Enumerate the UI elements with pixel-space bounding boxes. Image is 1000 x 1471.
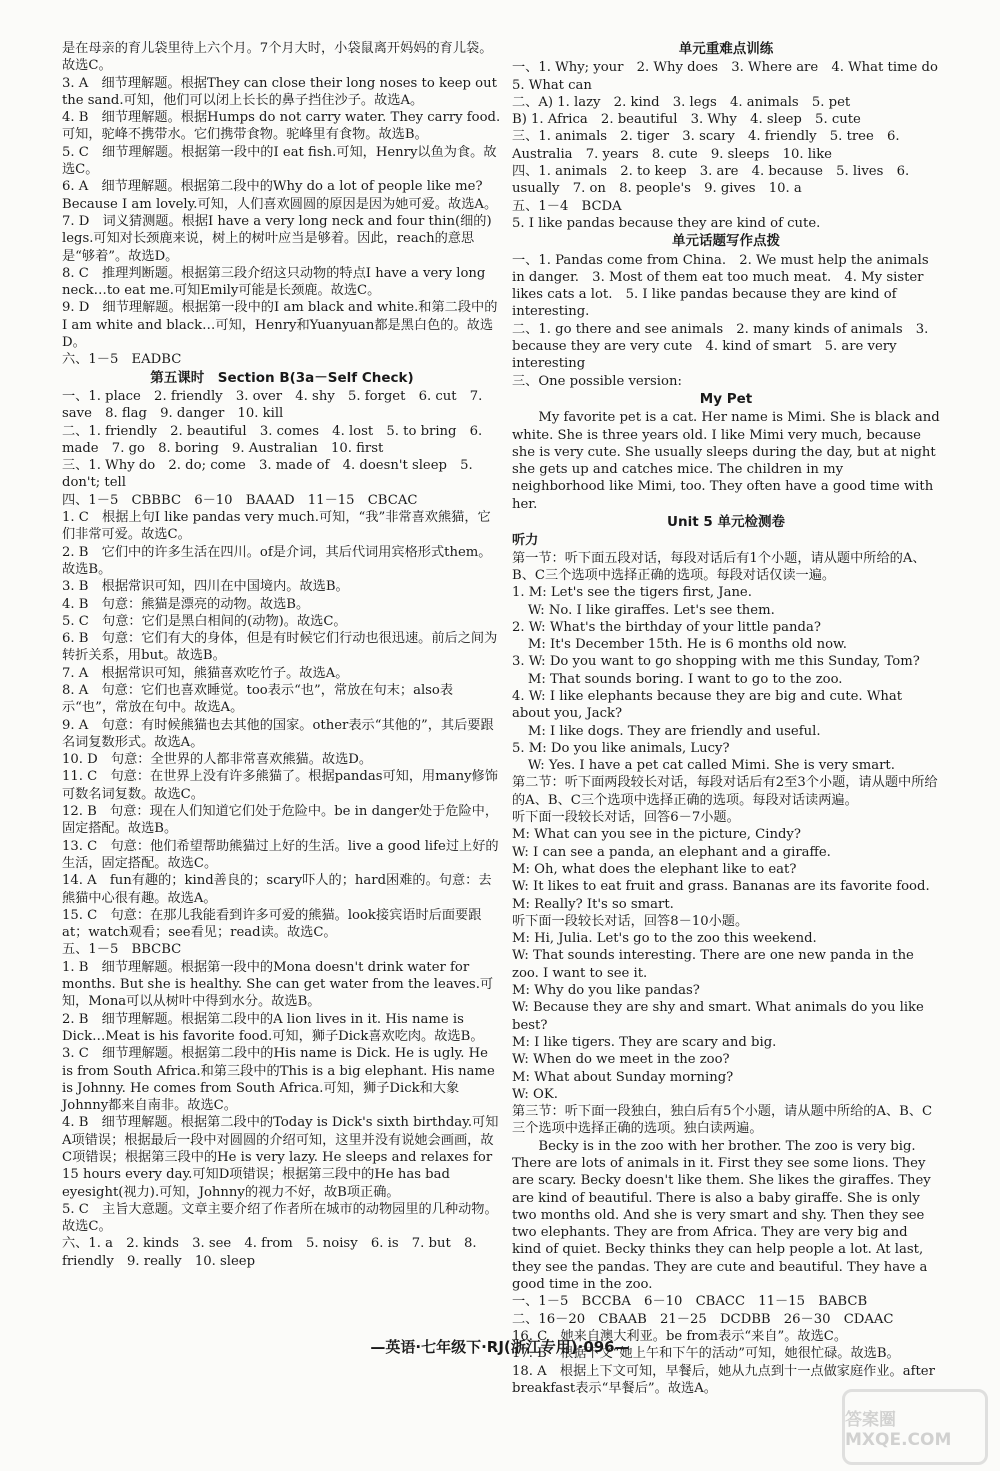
text-line: 6. A 细节理解题。根据第二段中的Why do a lot of people like me? Because I am lovely.可知，人们喜欢圆圆的原因是因为她可爱。故选A。 <box>62 179 498 212</box>
text-line: 一、1. Pandas come from China. 2. We must help the animals in danger. 3. Most of them eat too much meat. 4. My sister likes cats a lot. 5. I like pandas because they are kind of interesting. <box>512 252 929 320</box>
text-line: W: Because they are shy and smart. What animals do you like best? <box>512 1000 924 1033</box>
text-line: 12. B 句意：现在人们知道它们处于危险中。be in danger处于危险中，固定搭配。故选B。 <box>62 804 499 837</box>
text-line: 5. M: Do you like animals, Lucy? <box>512 740 730 756</box>
left-column <box>62 40 502 1270</box>
section-heading: 单元话题写作点拨 <box>672 233 780 250</box>
text-line: 15. C 句意：在那儿我能看到许多可爱的熊猫。look接宾语时后面要跟at；watch观看；see看见；read读。故选C。 <box>62 907 482 941</box>
text-line: 9. A 句意：有时候熊猫也去其他的国家。other表示“其他的”，其后要跟名词复数形式。故选A。 <box>62 717 494 750</box>
text-line: 六、1. a 2. kinds 3. see 4. from 5. noisy 6. is 7. but 8. friendly 9. really 10. sleep <box>62 1236 477 1269</box>
watermark-logo: 答案圈 MXQE.COM <box>842 1389 988 1465</box>
text-line: W: OK. <box>512 1086 558 1102</box>
text-line: 二、A) 1. lazy 2. kind 3. legs 4. animals 5. pet <box>512 94 851 110</box>
text-line: W: That sounds interesting. There are one new panda in the zoo. I want to see it. <box>512 948 914 981</box>
text-line: 2. B 它们中的许多生活在四川。of是介词，其后代词用宾格形式them。故选B。 <box>62 544 492 577</box>
text-line: M: It's December 15th. He is 6 months old now. <box>527 637 847 653</box>
text-line: 4. W: I like elephants because they are big and cute. What about you, Jack? <box>512 688 903 722</box>
text-line: 6. B 句意：它们有大的身体，但是有时候它们行动也很迅速。前后之间为转折关系，用but。故选B。 <box>62 631 498 664</box>
text-line: 3. B 根据常识可知，四川在中国境内。故选B。 <box>62 579 349 595</box>
text-line: M: Hi, Julia. Let's go to the zoo this weekend. <box>512 931 817 947</box>
text-line: 18. A 根据上下文可知，早餐后，她从九点到十一点做家庭作业。after breakfast表示“早餐后”。故选A。 <box>512 1363 935 1396</box>
text-line: 13. C 句意：他们希望帮助熊猫过上好的生活。live a good life过上好的生活，固定搭配。故选C。 <box>62 838 499 871</box>
text-line: 8. C 推理判断题。根据第三段介绍这只动物的特点I have a very long neck…to eat me.可知Emily可能是长颈鹿。故选C。 <box>62 265 486 299</box>
text-line: 五、1－5 BBCBC <box>62 942 182 958</box>
text-line: 三、1. Why do 2. do; come 3. made of 4. doesn't sleep 5. don't; tell <box>62 458 473 491</box>
text-line: M: I like tigers. They are scary and big. <box>512 1034 777 1050</box>
text-line: 三、One possible version: <box>512 373 682 389</box>
text-line: 听下面一段较长对话，回答6－7小题。 <box>512 810 740 826</box>
text-line: 4. B 句意：熊猫是漂亮的动物。故选B。 <box>62 596 310 612</box>
text-line: 1. B 细节理解题。根据第一段中的Mona doesn't drink water for months. But she is healthy. She can get water from the leaves.可知，Mona可以从树叶中得到水分。故选B。 <box>62 959 494 1010</box>
text-line: 14. A fun有趣的；kind善良的；scary吓人的；hard困难的。句意：去熊猫中心很有趣。故选A。 <box>62 873 492 906</box>
text-line: 第二节：听下面两段较长对话，每段对话后有2至3个小题，请从题中所给的A、B、C三个选项中选择正确的选项。每段对话读两遍。 <box>512 775 938 808</box>
text-line: 一、1－5 BCCBA 6－10 CBACC 11－15 BABCB <box>512 1294 868 1310</box>
text-line: 7. A 根据常识可知，熊猫喜欢吃竹子。故选A。 <box>62 665 349 681</box>
text-line: 是在母亲的育儿袋里待上六个月。7个月大时，小袋鼠离开妈妈的育儿袋。故选C。 <box>62 41 493 74</box>
text-line: M: What can you see in the picture, Cindy? <box>512 827 801 843</box>
text-line: 3. W: Do you want to go shopping with me this Sunday, Tom? <box>512 654 920 670</box>
text-line: W: It likes to eat fruit and grass. Bananas are its favorite food. <box>512 879 930 895</box>
section-heading: My Pet <box>699 390 753 407</box>
text-line: W: Yes. I have a pet cat called Mimi. She is very smart. <box>527 758 895 774</box>
text-line: My favorite pet is a cat. Her name is Mimi. She is black and white. She is three years old. I like Mimi very much, because she is very cute. She usually sleeps during the day, but at night she gets up and catches mice. The children in my neighborhood like Mimi, too. They often have a good time with her. <box>512 410 940 512</box>
text-line: 7. D 词义猜测题。根据I have a very long neck and four thin(细的) legs.可知对长颈鹿来说，树上的树叶应当是够着。因此，reach的意思是“够着”。故选D。 <box>62 213 492 264</box>
text-line: 四、1. animals 2. to keep 3. are 4. because 5. lives 6. usually 7. on 8. people's 9. gives 10. a <box>512 164 910 197</box>
section-heading: 单元重难点训练 <box>678 41 774 57</box>
text-line: 第一节：听下面五段对话，每段对话后有1个小题，请从题中所给的A、B、C三个选项中选择正确的选项。每段对话仅读一遍。 <box>512 550 926 583</box>
page-footer: —英语·七年级下·RJ(浙江专用)·096— <box>370 1338 630 1356</box>
text-line: 10. D 句意：全世界的人都非常喜欢熊猫。故选D。 <box>62 752 373 768</box>
text-line: 五、1－4 BCDA <box>512 198 622 214</box>
text-line: 11. C 句意：在世界上没有许多熊猫了。根据pandas可知，用many修饰可数名词复数。故选C。 <box>62 769 498 802</box>
text-line: 3. C 细节理解题。根据第二段中的His name is Dick. He is ugly. He is from South Africa.和第三段中的This is a big elephant. His name is Johnny. He comes from South Africa.可知，狮子Dick和大象Johnny都来自南非。故选C。 <box>62 1046 495 1114</box>
text-line: W: When do we meet in the zoo? <box>512 1052 730 1068</box>
text-line: 二、1. go there and see animals 2. many kinds of animals 3. because they are very cute 4. kind of smart 5. are very interesting <box>512 321 929 372</box>
text-line: 三、1. animals 2. tiger 3. scary 4. friendly 5. tree 6. Australia 7. years 8. cute 9. sleeps 10. like <box>512 129 900 162</box>
text-line: 17. B 根据下文“她上午和下午的活动”可知，她很忙碌。故选B。 <box>512 1346 900 1362</box>
text-line: 听力 <box>512 533 539 549</box>
text-line: 1. M: Let's see the tigers first, Jane. <box>512 585 752 601</box>
text-line: 8. A 句意：它们也喜欢睡觉。too表示“也”，常放在句末；also表示“也”，常放在句中。故选A。 <box>62 682 454 716</box>
text-line: 二、16－20 CBAAB 21－25 DCDBB 26－30 CDAAC <box>512 1311 894 1327</box>
text-line: 1. C 根据上句I like pandas very much.可知，“我”非常喜欢熊猫，它们非常可爱。故选C。 <box>62 510 491 543</box>
text-line: 2. B 细节理解题。根据第二段中的A lion lives in it. His name is Dick…Meat is his favorite food.可知，狮子Dick喜欢吃肉。故选B。 <box>62 1011 484 1044</box>
text-line: B) 1. Africa 2. beautiful 3. Why 4. sleep 5. cute <box>512 112 861 128</box>
text-line: 3. A 细节理解题。根据They can close their long noses to keep out the sand.可知，他们可以闭上长长的鼻子挡住沙子。故选A。 <box>62 75 497 108</box>
text-line: M: Why do you like pandas? <box>512 983 700 999</box>
text-line: 一、1. place 2. friendly 3. over 4. shy 5. forget 6. cut 7. save 8. flag 9. danger 10. kill <box>62 388 483 422</box>
text-line: 5. I like pandas because they are kind of cute. <box>512 215 821 231</box>
text-line: 一、1. Why; your 2. Why does 3. Where are 4. What time do 5. What can <box>512 60 952 93</box>
text-line: 听下面一段较长对话，回答8－10小题。 <box>512 913 749 929</box>
text-line: 4. B 细节理解题。根据Humps do not carry water. They carry food.可知，驼峰不携带水。它们携带食物。驼峰里有食物。故选B。 <box>62 110 501 143</box>
text-line: 四、1－5 CBBBC 6－10 BAAAD 11－15 CBCAC <box>62 492 418 508</box>
text-line: 4. B 细节理解题。根据第二段中的Today is Dick's sixth birthday.可知A项错误；根据最后一段中对圆圆的介绍可知，这里并没有说她会画画，故C项错误；根据第三段中的He is very lazy. He sleeps and relaxes for 15 hours every day.可知D项错误；根据第三段中的He has bad eyesight(视力).可知，Johnny的视力不好，故B项正确。 <box>62 1115 499 1200</box>
text-line: 5. C 主旨大意题。文章主要介绍了作者所在城市的动物园里的几种动物。故选C。 <box>62 1201 498 1235</box>
text-line: M: Oh, what does the elephant like to eat? <box>512 861 797 877</box>
text-line: 六、1－5 EADBC <box>62 352 182 368</box>
section-heading: 第五课时 Section B(3a－Self Check) <box>150 369 414 386</box>
text-line: M: What about Sunday morning? <box>512 1069 734 1085</box>
text-line: M: Really? It's so smart. <box>512 896 674 912</box>
text-line: M: I like dogs. They are friendly and useful. <box>527 723 821 739</box>
text-line: M: That sounds boring. I want to go to the zoo. <box>527 671 843 687</box>
section-heading: Unit 5 单元检测卷 <box>667 514 785 531</box>
text-line: 2. W: What's the birthday of your little panda? <box>512 619 821 635</box>
text-line: 第三节：听下面一段独白，独白后有5个小题，请从题中所给的A、B、C三个选项中选择正确的选项。独白读两遍。 <box>512 1104 933 1137</box>
text-line: W: I can see a panda, an elephant and a giraffe. <box>512 844 831 860</box>
text-line: Becky is in the zoo with her brother. The zoo is very big. There are lots of animals in it. First they see some lions. They are scary. Becky doesn't like them. She likes the giraffes. They are kind of beautiful. There is also a baby giraffe. She is only two months old. And she is very smart and shy. Then they see two elephants. They are from Africa. They are very big and kind of quiet. Becky thinks they can help people a lot. At last, they see the pandas. They are cute and beautiful. They have a good time in the zoo. <box>512 1138 931 1293</box>
text-line: W: No. I like giraffes. Let's see them. <box>527 602 775 618</box>
right-column <box>512 40 952 1397</box>
text-line: 9. D 细节理解题。根据第一段中的I am black and white.和第二段中的I am white and black…可知，Henry和Yuanyuan都是黑白色的。故选D。 <box>62 300 498 351</box>
text-line: 二、1. friendly 2. beautiful 3. comes 4. lost 5. to bring 6. made 7. go 8. boring 9. Australian 10. first <box>62 423 483 456</box>
text-line: 5. C 句意：它们是黑白相间的(动物)。故选C。 <box>62 613 347 629</box>
text-line: 5. C 细节理解题。根据第一段中的I eat fish.可知，Henry以鱼为食。故选C。 <box>62 144 497 178</box>
text-line: 16. C 她来自澳大利亚。be from表示“来自”。故选C。 <box>512 1328 848 1344</box>
